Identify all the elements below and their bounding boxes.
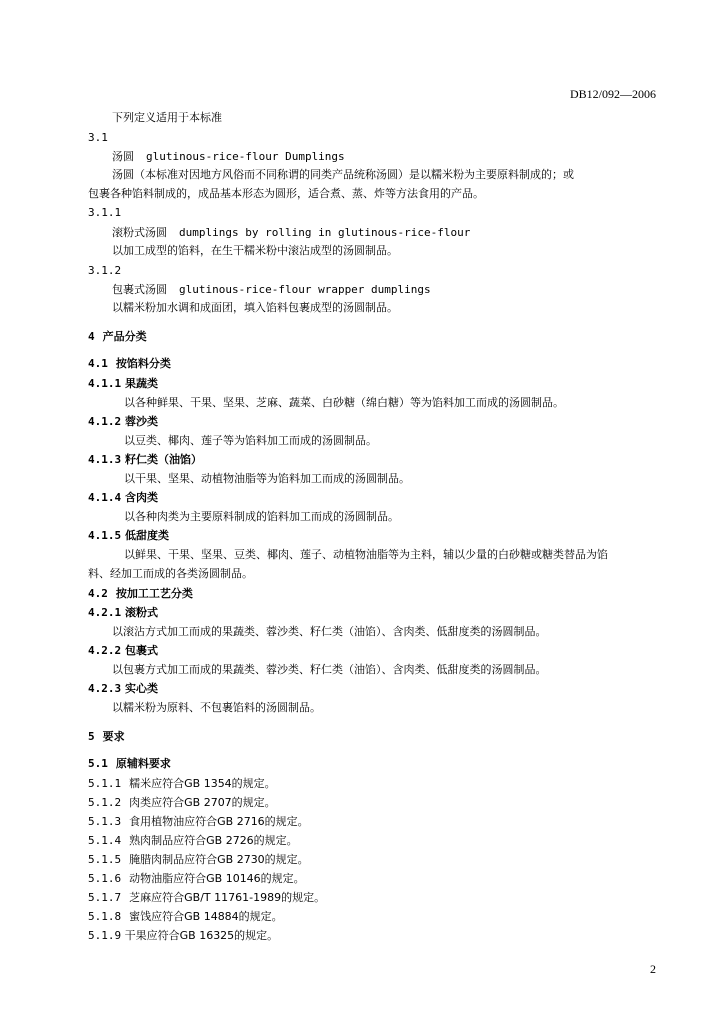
section-4-2-heading: 4.2 按加工工艺分类: [88, 587, 193, 600]
definition-3-1-2: 以糯米粉加水调和成面团，填入馅料包裹成型的汤圆制品。: [112, 301, 398, 314]
section-4-1-3-heading: 4.1.3 籽仁类（油馅）: [88, 453, 202, 466]
term-3-1-2: [112, 283, 431, 297]
section-4-1-2-text: 以豆类、椰肉、莲子等为馅料加工而成的汤圆制品。: [124, 434, 377, 447]
requirement-5-1-1: 5.1.1 糯米应符合GB 1354的规定。: [88, 777, 276, 790]
term-3-1: [112, 150, 345, 164]
term-3-1-1-zh: 滚粉式汤圆: [112, 226, 167, 239]
section-4-heading: 4 产品分类: [88, 330, 147, 343]
definition-3-1-line-1: 汤圆（本标准对因地方风俗而不同称谓的同类产品统称汤圆）是以糯米粉为主要原料制成的；或: [112, 168, 574, 181]
requirement-5-1-3: 5.1.3 食用植物油应符合GB 2716的规定。: [88, 815, 309, 828]
term-3-1-en: glutinous-rice-flour Dumplings: [146, 150, 345, 163]
section-4-1-4-heading: 4.1.4 含肉类: [88, 491, 158, 504]
clause-number-3-1: 3.1: [88, 131, 108, 144]
section-5-1-heading: 5.1 原辅料要求: [88, 757, 171, 770]
section-4-1-5-text-line-2: 料、经加工而成的各类汤圆制品。: [88, 567, 253, 580]
requirement-5-1-7: 5.1.7 芝麻应符合GB/T 11761-1989的规定。: [88, 891, 326, 904]
section-4-1-3-text: 以干果、坚果、动植物油脂等为馅料加工而成的汤圆制品。: [124, 472, 410, 485]
section-4-2-2-heading: 4.2.2 包裹式: [88, 644, 158, 657]
section-4-2-3-heading: 4.2.3 实心类: [88, 682, 158, 695]
section-4-2-2-text: 以包裹方式加工而成的果蔬类、蓉沙类、籽仁类（油馅）、含肉类、低甜度类的汤圆制品。: [112, 663, 547, 676]
term-3-1-1: [112, 226, 470, 240]
section-4-2-1-text: 以滚沾方式加工而成的果蔬类、蓉沙类、籽仁类（油馅）、含肉类、低甜度类的汤圆制品。: [112, 625, 547, 638]
requirement-5-1-5: 5.1.5 腌腊肉制品应符合GB 2730的规定。: [88, 853, 309, 866]
definition-3-1-1: 以加工成型的馅料，在生干糯米粉中滚沾成型的汤圆制品。: [112, 244, 398, 257]
section-5-heading: 5 要求: [88, 730, 125, 743]
requirement-5-1-9: 5.1.9 干果应符合GB 16325的规定。: [88, 929, 279, 942]
term-3-1-zh: 汤圆: [112, 150, 134, 163]
section-4-1-heading: 4.1 按馅料分类: [88, 357, 171, 370]
section-4-1-1-text: 以各种鲜果、干果、坚果、芝麻、蔬菜、白砂糖（绵白糖）等为馅料加工而成的汤圆制品。: [124, 396, 564, 409]
requirement-5-1-8: 5.1.8 蜜饯应符合GB 14884的规定。: [88, 910, 283, 923]
definition-3-1-line-2: 包裹各种馅料制成的，成品基本形态为圆形，适合煮、蒸、炸等方法食用的产品。: [88, 187, 484, 200]
section-4-1-5-text-line-1: 以鲜果、干果、坚果、豆类、椰肉、莲子、动植物油脂等为主料，辅以少量的白砂糖或糖类替品为馅: [124, 548, 608, 561]
page-number: 2: [650, 962, 656, 976]
section-4-1-4-text: 以各种肉类为主要原料制成的馅料加工而成的汤圆制品。: [124, 510, 399, 523]
term-3-1-2-en: glutinous-rice-flour wrapper dumplings: [179, 283, 431, 296]
term-3-1-1-en: dumplings by rolling in glutinous-rice-flour: [179, 226, 471, 239]
clause-number-3-1-2: 3.1.2: [88, 264, 122, 277]
section-4-1-5-heading: 4.1.5 低甜度类: [88, 529, 169, 542]
requirement-5-1-6: 5.1.6 动物油脂应符合GB 10146的规定。: [88, 872, 305, 885]
section-4-2-1-heading: 4.2.1 滚粉式: [88, 606, 158, 619]
term-3-1-2-zh: 包裹式汤圆: [112, 283, 167, 296]
section-4-2-3-text: 以糯米粉为原料、不包裹馅料的汤圆制品。: [112, 701, 321, 714]
requirement-5-1-2: 5.1.2 肉类应符合GB 2707的规定。: [88, 796, 276, 809]
clause-number-3-1-1: 3.1.1: [88, 206, 122, 219]
section-4-1-2-heading: 4.1.2 蓉沙类: [88, 415, 158, 428]
requirement-5-1-4: 5.1.4 熟肉制品应符合GB 2726的规定。: [88, 834, 298, 847]
definitions-intro: 下列定义适用于本标准: [112, 111, 222, 124]
document-code-header: DB12/092—2006: [569, 87, 656, 101]
section-4-1-1-heading: 4.1.1 果蔬类: [88, 377, 158, 390]
